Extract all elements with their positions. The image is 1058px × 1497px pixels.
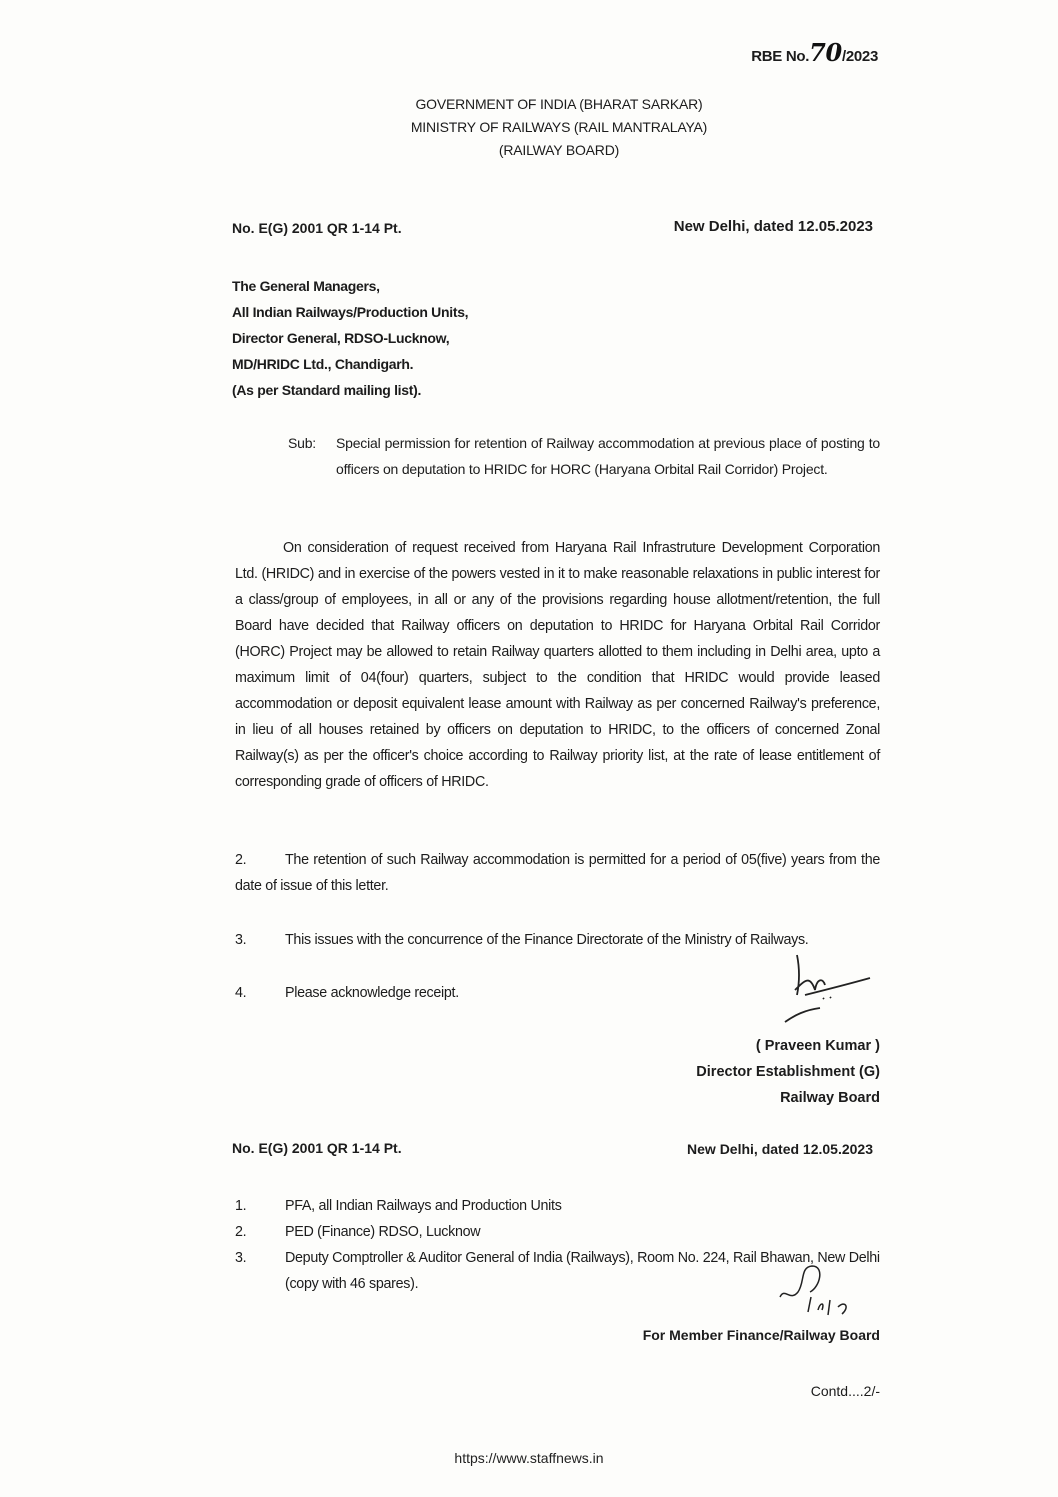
paragraph-number: 2. [235,852,247,868]
subject-label: Sub: [288,435,316,451]
initials-signature-icon [770,1262,870,1327]
letterhead [0,93,1058,162]
item-number: 2. [235,1224,247,1240]
paragraph-number: 4. [235,985,247,1001]
reference-number: No. E(G) 2001 QR 1-14 Pt. [232,220,402,236]
letterhead-line: GOVERNMENT OF INDIA (BHARAT SARKAR) [415,96,703,112]
copy-to-item [235,1219,880,1245]
copy-signatory: For Member Finance/Railway Board [642,1327,880,1343]
paragraph-number: 3. [235,932,247,948]
item-text: PED (Finance) RDSO, Lucknow [285,1224,481,1240]
addressees [232,273,468,403]
addressee-line: All Indian Railways/Production Units, [232,304,469,320]
addressee-line: MD/HRIDC Ltd., Chandigarh. [232,356,414,372]
copy-to-item [235,1193,880,1219]
letterhead-line: MINISTRY OF RAILWAYS (RAIL MANTRALAYA) [410,119,708,135]
subject [288,430,880,482]
signatory-block [696,1033,880,1111]
item-number: 3. [235,1250,247,1266]
copy-reference-number: No. E(G) 2001 QR 1-14 Pt. [232,1140,402,1156]
rbe-handwritten-number: 70 [809,38,842,67]
paragraph-1: On consideration of request received from Haryana Rail Infrastruture Development Corporation Ltd. (HRIDC) and in exercise of the powers vested in it to make reasonable relaxations in public interest for a class/group of employees, in all or any of the provisions regarding house allotment/retention, the full Board have decided that Railway officers on deputation to HRIDC for Haryana Orbital Rail Corridor (HORC) Project may be allowed to retain Railway quarters allotted to them including in Delhi area, upto a maximum limit of 04(four) quarters, subject to the condition that HRIDC would provide leased accommodation or deposit equivalent lease amount with Railway as per concerned Railway's preference, in lieu of all houses retained by officers on deputation to HRIDC, to the officers of concerned Zonal Railway(s) as per the officer's choice according to Railway priority list, at the rate of lease entitlement of corresponding grade of officers of HRIDC. [235,540,880,790]
addressee-line: (As per Standard mailing list). [232,382,422,398]
signatory-office: Railway Board [780,1090,880,1106]
paragraph-2 [235,847,880,899]
subject-text: Special permission for retention of Railway accommodation at previous place of posting to officers on deputation to HRIDC for HORC (Haryana Orbital Rail Corridor) Project. [336,435,880,477]
rbe-suffix: /2023 [841,48,878,65]
paragraph-text: Please acknowledge receipt. [285,985,459,1001]
continued-note: Contd....2/- [810,1383,880,1399]
addressee-line: Director General, RDSO-Lucknow, [232,330,450,346]
letter-date: New Delhi, dated 12.05.2023 [673,218,873,235]
signature-icon [775,950,875,1030]
footer-url: https://www.staffnews.in [454,1450,604,1466]
rbe-number [751,38,878,67]
letterhead-line: (RAILWAY BOARD) [498,142,620,158]
signatory-name: ( Praveen Kumar ) [755,1038,880,1054]
addressee-line: The General Managers, [232,278,380,294]
rbe-prefix: RBE No. [751,48,810,65]
item-text: Deputy Comptroller & Auditor General of India (Railways), Room No. 224, Rail Bhawan, New Delhi (copy with 46 spares). [285,1250,880,1292]
copy-date: New Delhi, dated 12.05.2023 [687,1141,873,1157]
paragraph-text: This issues with the concurrence of the Finance Directorate of the Ministry of Railways. [285,932,809,948]
paragraph-text: The retention of such Railway accommodation is permitted for a period of 05(five) years from the date of issue of this letter. [235,852,880,894]
item-text: PFA, all Indian Railways and Production Units [285,1198,562,1214]
signatory-designation: Director Establishment (G) [696,1064,880,1080]
item-number: 1. [235,1198,247,1214]
